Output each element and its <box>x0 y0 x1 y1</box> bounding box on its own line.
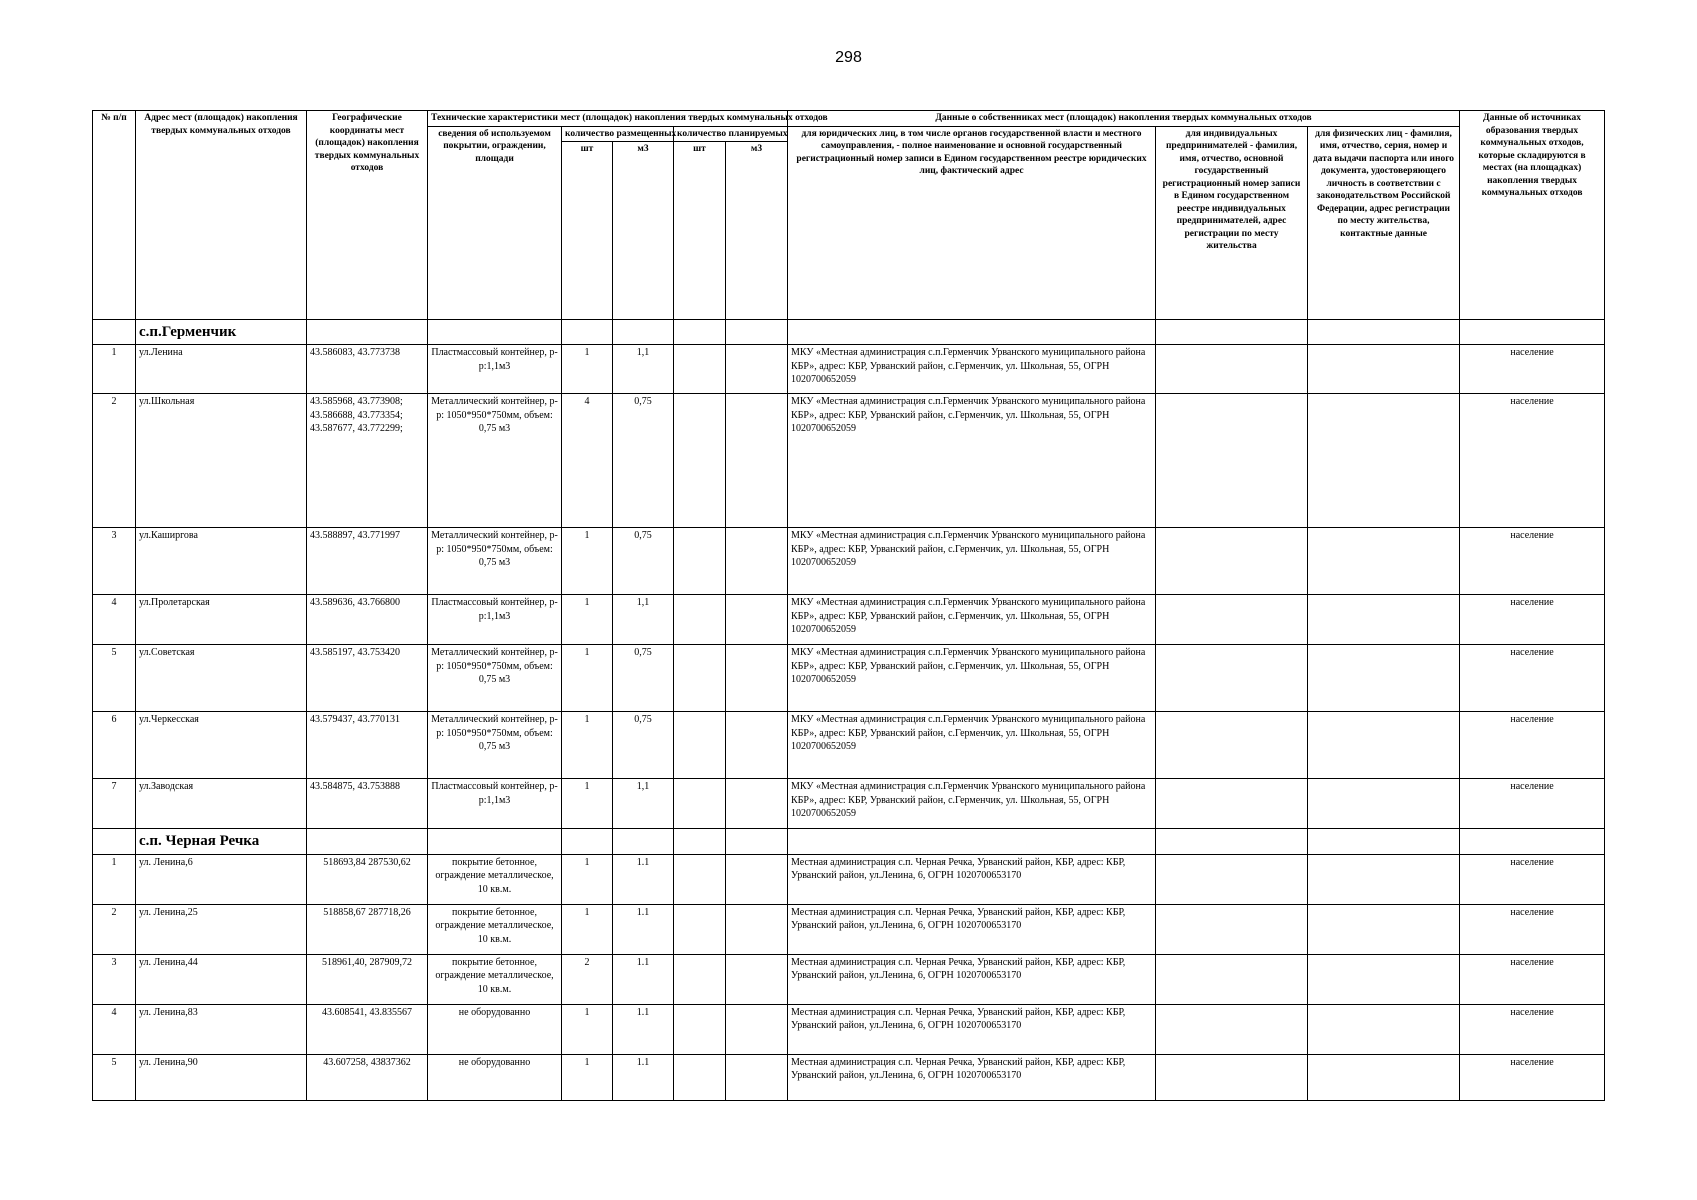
header-unit-m3: м3 <box>726 142 788 320</box>
section-row <box>93 829 1605 854</box>
table-body <box>93 320 1605 1101</box>
header-num: № п/п <box>93 111 136 320</box>
cell-address: ул. Ленина,83 <box>136 1004 307 1054</box>
table-row <box>93 854 1605 904</box>
cell-num: 4 <box>93 1004 136 1054</box>
cell-num: 7 <box>93 779 136 829</box>
cell-m3: 1,1 <box>613 595 674 645</box>
header-qty-planned: количество планируемых <box>674 126 788 142</box>
cell-pcs: 1 <box>562 595 613 645</box>
cell-m3: 1.1 <box>613 954 674 1004</box>
cell-coords: 518961,40, 287909,72 <box>307 954 428 1004</box>
cell-individual <box>1308 645 1460 712</box>
cell-coverage: Металлический контейнер, р-р: 1050*950*750мм, объем: 0,75 м3 <box>428 712 562 779</box>
cell-address: ул.Черкесская <box>136 712 307 779</box>
cell-address: ул. Ленина,44 <box>136 954 307 1004</box>
cell-pcs-planned <box>674 1054 726 1100</box>
cell-m3-planned <box>726 1054 788 1100</box>
cell-individual <box>1308 1054 1460 1100</box>
cell-coverage: покрытие бетонное, ограждение металлическое, 10 кв.м. <box>428 854 562 904</box>
cell-num: 5 <box>93 645 136 712</box>
cell-owner: Местная администрация с.п. Черная Речка, Урванский район, КБР, адрес: КБР, Урванский район, ул.Ленина, 6, ОГРН 1020700653170 <box>788 1004 1156 1054</box>
cell-m3: 0,75 <box>613 645 674 712</box>
cell-address: ул. Ленина,25 <box>136 904 307 954</box>
cell-coverage: Металлический контейнер, р-р: 1050*950*750мм, объем: 0,75 м3 <box>428 394 562 528</box>
cell-source: население <box>1460 904 1605 954</box>
cell-individual <box>1308 779 1460 829</box>
header-qty-placed: количество размещенных <box>562 126 674 142</box>
cell-source: население <box>1460 1054 1605 1100</box>
cell-source: население <box>1460 595 1605 645</box>
header-sources: Данные об источниках образования твердых коммунальных отходов, которые складируются в местах (на площадках) накопления твердых коммунальных отходов <box>1460 111 1605 320</box>
cell-source: население <box>1460 954 1605 1004</box>
cell-pcs: 1 <box>562 1004 613 1054</box>
cell-m3-planned <box>726 779 788 829</box>
cell-coords: 43.589636, 43.766800 <box>307 595 428 645</box>
cell-address: ул.Ленина <box>136 345 307 394</box>
cell-num: 1 <box>93 854 136 904</box>
cell-entrepreneur <box>1156 712 1308 779</box>
cell-owner: МКУ «Местная администрация с.п.Герменчик Урванского муниципального района КБР», адрес: КБР, Урванский район, с.Герменчик, ул. Школьная, 55, ОГРН 1020700652059 <box>788 595 1156 645</box>
table-row <box>93 712 1605 779</box>
cell-pcs: 1 <box>562 345 613 394</box>
cell-pcs-planned <box>674 645 726 712</box>
cell-m3: 1.1 <box>613 904 674 954</box>
section-title: с.п. Черная Речка <box>136 829 307 854</box>
cell-source: население <box>1460 394 1605 528</box>
cell-pcs: 1 <box>562 1054 613 1100</box>
table-row <box>93 394 1605 528</box>
cell-pcs: 1 <box>562 528 613 595</box>
cell-coords: 43.584875, 43.753888 <box>307 779 428 829</box>
header-coords: Географические координаты мест (площадок) накопления твердых коммунальных отходов <box>307 111 428 320</box>
header-individuals: для физических лиц - фамилия, имя, отчество, серия, номер и дата выдачи паспорта или иного документа, удостоверяющего личность в соответствии с законодательством Российской Федерации, адрес регистрации по месту жительства, контактные данные <box>1308 126 1460 320</box>
cell-owner: МКУ «Местная администрация с.п.Герменчик Урванского муниципального района КБР», адрес: КБР, Урванский район, с.Герменчик, ул. Школьная, 55, ОГРН 1020700652059 <box>788 394 1156 528</box>
cell-coverage: Пластмассовый контейнер, р-р:1,1м3 <box>428 595 562 645</box>
cell-entrepreneur <box>1156 394 1308 528</box>
header-unit-pcs: шт <box>562 142 613 320</box>
table-row <box>93 1004 1605 1054</box>
page-number: 298 <box>835 49 862 66</box>
cell-coverage: покрытие бетонное, ограждение металлическое, 10 кв.м. <box>428 904 562 954</box>
cell-owner: Местная администрация с.п. Черная Речка, Урванский район, КБР, адрес: КБР, Урванский район, ул.Ленина, 6, ОГРН 1020700653170 <box>788 904 1156 954</box>
cell-m3-planned <box>726 904 788 954</box>
cell-coverage: не оборудованно <box>428 1054 562 1100</box>
header-tech: Технические характеристики мест (площадок) накопления твердых коммунальных отходов <box>428 111 788 127</box>
cell-source: население <box>1460 645 1605 712</box>
cell-entrepreneur <box>1156 528 1308 595</box>
table-row <box>93 645 1605 712</box>
cell-coords: 43.608541, 43.835567 <box>307 1004 428 1054</box>
cell-source: население <box>1460 1004 1605 1054</box>
cell-m3-planned <box>726 854 788 904</box>
cell-entrepreneur <box>1156 1004 1308 1054</box>
cell-pcs: 2 <box>562 954 613 1004</box>
cell-entrepreneur <box>1156 854 1308 904</box>
cell-pcs-planned <box>674 954 726 1004</box>
cell-pcs-planned <box>674 779 726 829</box>
cell-owner: Местная администрация с.п. Черная Речка, Урванский район, КБР, адрес: КБР, Урванский район, ул.Ленина, 6, ОГРН 1020700653170 <box>788 954 1156 1004</box>
header-owners: Данные о собственниках мест (площадок) накопления твердых коммунальных отходов <box>788 111 1460 127</box>
cell-pcs-planned <box>674 528 726 595</box>
cell-coords: 43.588897, 43.771997 <box>307 528 428 595</box>
cell-source: население <box>1460 712 1605 779</box>
cell-individual <box>1308 345 1460 394</box>
cell-num: 1 <box>93 345 136 394</box>
cell-entrepreneur <box>1156 1054 1308 1100</box>
cell-coords: 518693,84 287530,62 <box>307 854 428 904</box>
cell-num: 5 <box>93 1054 136 1100</box>
cell-m3-planned <box>726 595 788 645</box>
cell-entrepreneur <box>1156 595 1308 645</box>
cell-source: население <box>1460 345 1605 394</box>
cell-m3: 1.1 <box>613 1054 674 1100</box>
cell-m3-planned <box>726 1004 788 1054</box>
cell-address: ул.Советская <box>136 645 307 712</box>
header-unit-pcs: шт <box>674 142 726 320</box>
cell-entrepreneur <box>1156 645 1308 712</box>
cell-coords: 43.579437, 43.770131 <box>307 712 428 779</box>
cell-coverage: Пластмассовый контейнер, р-р:1,1м3 <box>428 779 562 829</box>
cell-coverage: Металлический контейнер, р-р: 1050*950*750мм, объем: 0,75 м3 <box>428 645 562 712</box>
header-unit-m3: м3 <box>613 142 674 320</box>
cell-individual <box>1308 854 1460 904</box>
cell-m3-planned <box>726 645 788 712</box>
cell-pcs-planned <box>674 904 726 954</box>
waste-sites-table <box>92 110 1605 1101</box>
cell-coords: 43.585197, 43.753420 <box>307 645 428 712</box>
cell-pcs-planned <box>674 394 726 528</box>
header-entrepreneurs: для индивидуальных предпринимателей - фамилия, имя, отчество, основной государственный регистрационный номер записи в Едином государственном реестре индивидуальных предпринимателей, адрес регистрации по месту жительства <box>1156 126 1308 320</box>
cell-address: ул.Пролетарская <box>136 595 307 645</box>
cell-pcs-planned <box>674 1004 726 1054</box>
cell-m3-planned <box>726 954 788 1004</box>
cell-entrepreneur <box>1156 904 1308 954</box>
cell-pcs: 1 <box>562 712 613 779</box>
cell-address: ул.Школьная <box>136 394 307 528</box>
table-row <box>93 779 1605 829</box>
cell-source: население <box>1460 854 1605 904</box>
cell-entrepreneur <box>1156 954 1308 1004</box>
cell-m3-planned <box>726 394 788 528</box>
cell-owner: Местная администрация с.п. Черная Речка, Урванский район, КБР, адрес: КБР, Урванский район, ул.Ленина, 6, ОГРН 1020700653170 <box>788 1054 1156 1100</box>
cell-individual <box>1308 904 1460 954</box>
header-address: Адрес мест (площадок) накопления твердых коммунальных отходов <box>136 111 307 320</box>
cell-owner: МКУ «Местная администрация с.п.Герменчик Урванского муниципального района КБР», адрес: КБР, Урванский район, с.Герменчик, ул. Школьная, 55, ОГРН 1020700652059 <box>788 779 1156 829</box>
cell-source: население <box>1460 779 1605 829</box>
cell-coverage: покрытие бетонное, ограждение металлическое, 10 кв.м. <box>428 954 562 1004</box>
cell-pcs-planned <box>674 712 726 779</box>
cell-individual <box>1308 712 1460 779</box>
cell-individual <box>1308 1004 1460 1054</box>
table-header <box>93 111 1605 320</box>
cell-owner: Местная администрация с.п. Черная Речка, Урванский район, КБР, адрес: КБР, Урванский район, ул.Ленина, 6, ОГРН 1020700653170 <box>788 854 1156 904</box>
section-title: с.п.Герменчик <box>136 320 307 345</box>
cell-coords: 43.607258, 43837362 <box>307 1054 428 1100</box>
cell-pcs-planned <box>674 345 726 394</box>
cell-num: 3 <box>93 954 136 1004</box>
cell-pcs: 1 <box>562 779 613 829</box>
cell-owner: МКУ «Местная администрация с.п.Герменчик Урванского муниципального района КБР», адрес: КБР, Урванский район, с.Герменчик, ул. Школьная, 55, ОГРН 1020700652059 <box>788 645 1156 712</box>
cell-address: ул. Ленина,90 <box>136 1054 307 1100</box>
header-legal: для юридических лиц, в том числе органов государственной власти и местного самоуправления, - полное наименование и основной государственный регистрационный номер записи в Едином государственном реестре юридических лиц, фактический адрес <box>788 126 1156 320</box>
cell-num: 2 <box>93 394 136 528</box>
cell-coverage: не оборудованно <box>428 1004 562 1054</box>
cell-num: 4 <box>93 595 136 645</box>
table-row <box>93 345 1605 394</box>
table-row <box>93 595 1605 645</box>
cell-num: 3 <box>93 528 136 595</box>
cell-m3-planned <box>726 528 788 595</box>
cell-m3: 0,75 <box>613 712 674 779</box>
table-row <box>93 528 1605 595</box>
cell-pcs: 1 <box>562 854 613 904</box>
cell-coords: 43.585968, 43.773908; 43.586688, 43.773354; 43.587677, 43.772299; <box>307 394 428 528</box>
cell-coverage: Пластмассовый контейнер, р-р:1,1м3 <box>428 345 562 394</box>
cell-m3: 1,1 <box>613 779 674 829</box>
cell-pcs-planned <box>674 854 726 904</box>
cell-pcs: 1 <box>562 645 613 712</box>
section-row <box>93 320 1605 345</box>
cell-m3-planned <box>726 345 788 394</box>
cell-individual <box>1308 394 1460 528</box>
cell-m3-planned <box>726 712 788 779</box>
header-coverage: сведения об используемом покрытии, ограждении, площади <box>428 126 562 320</box>
cell-source: население <box>1460 528 1605 595</box>
cell-pcs: 4 <box>562 394 613 528</box>
cell-m3: 1,1 <box>613 345 674 394</box>
cell-owner: МКУ «Местная администрация с.п.Герменчик Урванского муниципального района КБР», адрес: КБР, Урванский район, с.Герменчик, ул. Школьная, 55, ОГРН 1020700652059 <box>788 345 1156 394</box>
cell-m3: 1.1 <box>613 854 674 904</box>
cell-coverage: Металлический контейнер, р-р: 1050*950*750мм, объем: 0,75 м3 <box>428 528 562 595</box>
cell-m3: 0,75 <box>613 394 674 528</box>
cell-entrepreneur <box>1156 345 1308 394</box>
cell-owner: МКУ «Местная администрация с.п.Герменчик Урванского муниципального района КБР», адрес: КБР, Урванский район, с.Герменчик, ул. Школьная, 55, ОГРН 1020700652059 <box>788 528 1156 595</box>
cell-num: 6 <box>93 712 136 779</box>
table-row <box>93 1054 1605 1100</box>
cell-address: ул.Заводская <box>136 779 307 829</box>
cell-address: ул.Каширгова <box>136 528 307 595</box>
cell-num: 2 <box>93 904 136 954</box>
cell-owner: МКУ «Местная администрация с.п.Герменчик Урванского муниципального района КБР», адрес: КБР, Урванский район, с.Герменчик, ул. Школьная, 55, ОГРН 1020700652059 <box>788 712 1156 779</box>
cell-m3: 0,75 <box>613 528 674 595</box>
table-row <box>93 954 1605 1004</box>
cell-coords: 518858,67 287718,26 <box>307 904 428 954</box>
cell-individual <box>1308 954 1460 1004</box>
cell-individual <box>1308 528 1460 595</box>
cell-entrepreneur <box>1156 779 1308 829</box>
cell-m3: 1.1 <box>613 1004 674 1054</box>
table-row <box>93 904 1605 954</box>
cell-pcs: 1 <box>562 904 613 954</box>
cell-pcs-planned <box>674 595 726 645</box>
cell-address: ул. Ленина,6 <box>136 854 307 904</box>
cell-individual <box>1308 595 1460 645</box>
cell-coords: 43.586083, 43.773738 <box>307 345 428 394</box>
